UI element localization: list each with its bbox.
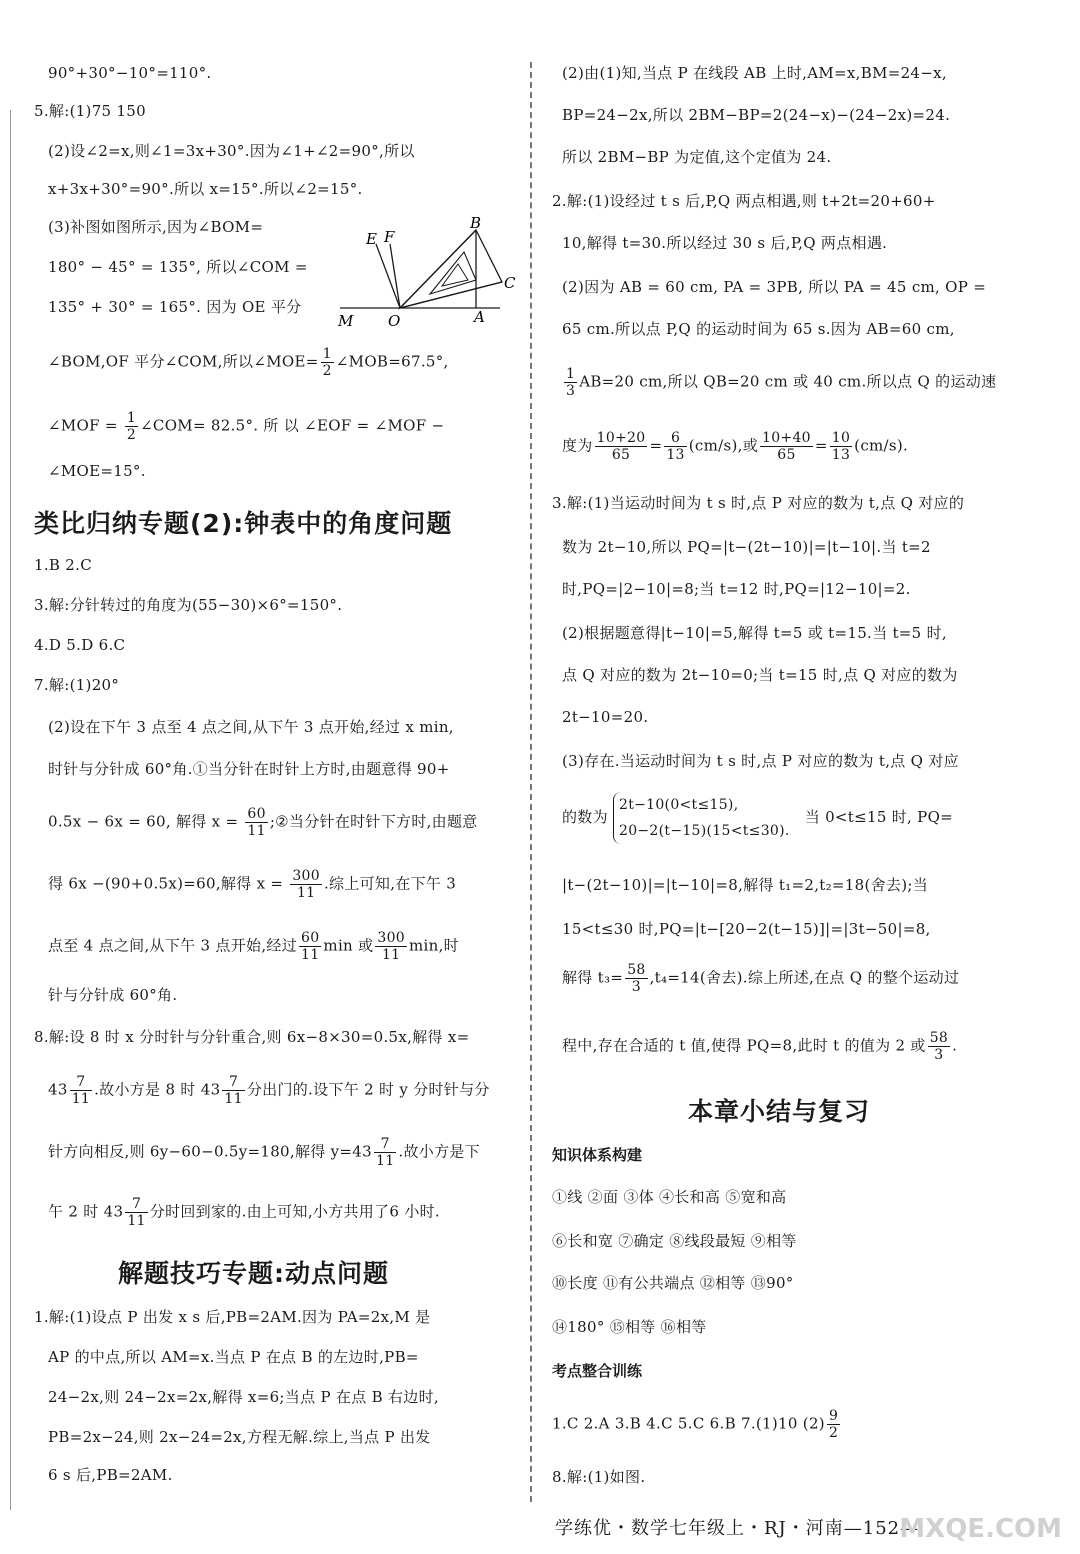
column-divider (530, 62, 532, 1502)
text-seg: min,时 (409, 936, 459, 955)
text-seg: 午 2 时 43 (48, 1202, 124, 1221)
text-line: 点 Q 对应的数为 2t−10=0;当 t=15 时,点 Q 对应的数为 (562, 666, 958, 684)
label-c: C (504, 274, 516, 292)
text-line (48, 1196, 440, 1229)
page-footer: 学练优・数学七年级上・RJ・河南—152— (555, 1518, 920, 1539)
text-line: 5.解:(1)75 150 (34, 102, 146, 120)
label-f: F (384, 228, 395, 246)
section-heading: 解题技巧专题:动点问题 (118, 1259, 389, 1288)
text-line: 3.解:分针转过的角度为(55−30)×6°=150°. (34, 596, 343, 614)
fraction: $\frac{6}{13}$ (666, 430, 685, 463)
text-line (562, 792, 953, 844)
text-line: ⑭180° ⑮相等 ⑯相等 (552, 1318, 707, 1336)
fraction: $\frac{300}{11}$ (292, 868, 320, 901)
piece-1: 2t−10(0<t≤15), (618, 797, 739, 813)
text-seg: ∠BOM,OF 平分∠COM,所以∠MOE= (48, 352, 319, 371)
fraction: $\frac{300}{11}$ (377, 930, 405, 963)
section-heading: 本章小结与复习 (688, 1097, 871, 1126)
text-seg: ∠MOF = (48, 416, 123, 435)
text-seg: .故小方是下 (398, 1142, 480, 1161)
fraction: $\frac{10}{13}$ (831, 430, 851, 463)
text-line: ⑩长度 ⑪有公共端点 ⑫相等 ⑬90° (552, 1274, 794, 1292)
text-seg: .综上可知,在下午 3 (323, 874, 457, 893)
text-line: x+3x+30°=90°.所以 x=15°.所以∠2=15°. (48, 180, 363, 198)
text-line: (3)存在.当运动时间为 t s 时,点 P 对应的数为 t,点 Q 对应 (562, 752, 959, 770)
fraction: $\frac{9}{2}$ (828, 1408, 839, 1441)
text-seg: 针方向相反,则 6y−60−0.5y=180,解得 y=43 (48, 1142, 372, 1161)
text-seg: AB=20 cm,所以 QB=20 cm 或 40 cm.所以点 Q 的运动速 (579, 372, 997, 391)
fraction: $\frac{10+40}{65}$ (762, 430, 811, 463)
text-line: 4.D 5.D 6.C (34, 636, 126, 654)
text-seg: 1.C 2.A 3.B 4.C 5.C 6.B 7.(1)10 (2) (552, 1414, 825, 1433)
text-line: 2.解:(1)设经过 t s 后,P,Q 两点相遇,则 t+2t=20+60+ (552, 192, 936, 210)
text-seg: 度为 (562, 436, 593, 455)
ray-of (390, 244, 400, 308)
piece-2: 20−2(t−15)(15<t≤30). (618, 823, 790, 839)
text-line: (3)补图如图所示,因为∠BOM= (48, 218, 264, 236)
fraction: $\frac{1}{2}$ (322, 346, 332, 379)
text-seg: 43 (48, 1080, 68, 1099)
text-seg: 得 6x −(90+0.5x)=60,解得 x = (48, 874, 289, 893)
text-line: ⑥长和宽 ⑦确定 ⑧线段最短 ⑨相等 (552, 1232, 797, 1250)
text-seg: (cm/s). (854, 436, 909, 455)
fraction: $\frac{58}{3}$ (627, 962, 646, 995)
text-seg: ,t₄=14(舍去).综上所述,在点 Q 的整个运动过 (649, 968, 960, 987)
text-line (48, 930, 459, 963)
text-line: 针与分针成 60°角. (48, 986, 178, 1004)
text-line (48, 1074, 490, 1107)
text-line: (2)设∠2=x,则∠1=3x+30°.因为∠1+∠2=90°,所以 (48, 142, 415, 160)
text-seg: 的数为 (562, 808, 608, 826)
text-line: 1.B 2.C (34, 556, 92, 574)
fraction: $\frac{7}{11}$ (375, 1136, 395, 1169)
text-seg: 解得 t₃= (562, 968, 624, 987)
text-seg: ∠COM= 82.5°. 所 以 ∠EOF = ∠MOF − (140, 416, 445, 435)
section-heading: 类比归纳专题(2):钟表中的角度问题 (34, 509, 453, 538)
text-line (48, 346, 449, 379)
text-line: 65 cm.所以点 P,Q 的运动时间为 65 s.因为 AB=60 cm, (562, 320, 955, 338)
label-a: A (474, 308, 485, 326)
fraction: $\frac{1}{2}$ (126, 410, 137, 443)
ray-oe (376, 244, 400, 308)
text-line: 2t−10=20. (562, 708, 649, 726)
subsection-heading: 知识体系构建 (552, 1146, 643, 1164)
text-line: PB=2x−24,则 2x−24=2x,方程无解.综上,当点 P 出发 (48, 1428, 431, 1446)
fraction: $\frac{7}{11}$ (127, 1196, 146, 1229)
text-line: 90°+30°−10°=110°. (48, 64, 212, 82)
piecewise-brace (613, 792, 790, 844)
label-e: E (366, 230, 377, 248)
text-line (562, 962, 959, 995)
text-seg: . (952, 1036, 958, 1055)
text-line: 数为 2t−10,所以 PQ=|t−(2t−10)|=|t−10|.当 t=2 (562, 538, 931, 556)
fraction: $\frac{10+20}{65}$ (596, 430, 646, 463)
text-line: 8.解:(1)如图. (552, 1468, 646, 1486)
text-seg: 当 0<t≤15 时, PQ= (804, 808, 954, 826)
text-line (48, 1136, 480, 1169)
fraction: $\frac{1}{3}$ (566, 366, 576, 399)
text-seg: ∠MOB=67.5°, (335, 352, 449, 371)
text-seg: 分时回到家的.由上可知,小方共用了6 小时. (149, 1202, 440, 1221)
label-o: O (388, 312, 401, 330)
text-line: (2)由(1)知,当点 P 在线段 AB 上时,AM=x,BM=24−x, (562, 64, 947, 82)
text-line: (2)根据题意得|t−10|=5,解得 t=5 或 t=15.当 t=5 时, (562, 624, 947, 642)
watermark: MXQE.COM (899, 1514, 1062, 1544)
fraction: $\frac{7}{11}$ (71, 1074, 91, 1107)
triangle-boc (400, 230, 502, 308)
text-seg: .故小方是 8 时 43 (94, 1080, 221, 1099)
angle-figure (330, 214, 520, 334)
subsection-heading: 考点整合训练 (552, 1362, 643, 1380)
text-line: 10,解得 t=30.所以经过 30 s 后,P,Q 两点相遇. (562, 234, 888, 252)
text-line: BP=24−2x,所以 2BM−BP=2(24−x)−(24−2x)=24. (562, 106, 951, 124)
inner-triangle (430, 252, 476, 294)
text-line (552, 1408, 842, 1441)
text-line: 135° + 30° = 165°. 因为 OE 平分 (48, 298, 302, 316)
text-line: 8.解:设 8 时 x 分时针与分针重合,则 6x−8×30=0.5x,解得 x= (34, 1028, 470, 1046)
text-seg: 0.5x − 6x = 60, 解得 x = (48, 812, 244, 831)
label-b: B (470, 214, 482, 232)
text-line: 时,PQ=|2−10|=8;当 t=12 时,PQ=|12−10|=2. (562, 580, 911, 598)
fraction: $\frac{60}{11}$ (301, 930, 320, 963)
text-line: 15<t≤30 时,PQ=|t−[20−2(t−15)]|=|3t−50|=8, (562, 920, 931, 938)
text-seg: (cm/s),或 (688, 436, 759, 455)
text-line: 时针与分针成 60°角.①当分针在时针上方时,由题意得 90+ (48, 760, 450, 778)
text-line (48, 806, 478, 839)
text-line: 1.解:(1)设点 P 出发 x s 后,PB=2AM.因为 PA=2x,M 是 (34, 1308, 431, 1326)
text-line: (2)设在下午 3 点至 4 点之间,从下午 3 点开始,经过 x min, (48, 718, 454, 736)
text-line (48, 410, 444, 443)
text-line: 6 s 后,PB=2AM. (48, 1466, 173, 1484)
text-line: 24−2x,则 24−2x=2x,解得 x=6;当点 P 在点 B 右边时, (48, 1388, 439, 1406)
fraction: $\frac{60}{11}$ (247, 806, 266, 839)
margin-line (10, 110, 11, 1510)
text-line: 180° − 45° = 135°, 所以∠COM = (48, 258, 308, 276)
text-seg: = (649, 436, 663, 455)
fraction: $\frac{7}{11}$ (224, 1074, 243, 1107)
text-line: ①线 ②面 ③体 ④长和高 ⑤宽和高 (552, 1188, 787, 1206)
text-line: (2)因为 AB = 60 cm, PA = 3PB, 所以 PA = 45 cm, OP = (562, 278, 987, 296)
label-m: M (338, 312, 354, 330)
text-line: 7.解:(1)20° (34, 676, 120, 694)
text-line: |t−(2t−10)|=|t−10|=8,解得 t₁=2,t₂=18(舍去);当 (562, 876, 929, 894)
text-line: ∠MOE=15°. (48, 462, 146, 480)
text-seg: = (814, 436, 828, 455)
text-seg: 分出门的.设下午 2 时 y 分时针与分 (246, 1080, 490, 1099)
fraction: $\frac{58}{3}$ (929, 1030, 949, 1063)
text-seg: 程中,存在合适的 t 值,使得 PQ=8,此时 t 的值为 2 或 (562, 1036, 926, 1055)
text-seg: ;②当分针在时针下方时,由题意 (269, 812, 478, 831)
text-line (562, 430, 908, 463)
text-line (562, 366, 996, 399)
text-line: 所以 2BM−BP 为定值,这个定值为 24. (562, 148, 832, 166)
text-line (48, 868, 456, 901)
text-line: 3.解:(1)当运动时间为 t s 时,点 P 对应的数为 t,点 Q 对应的 (552, 494, 965, 512)
text-seg: 点至 4 点之间,从下午 3 点开始,经过 (48, 936, 297, 955)
text-seg: min 或 (323, 936, 374, 955)
text-line (562, 1030, 957, 1063)
text-line: AP 的中点,所以 AM=x.当点 P 在点 B 的左边时,PB= (48, 1348, 419, 1366)
